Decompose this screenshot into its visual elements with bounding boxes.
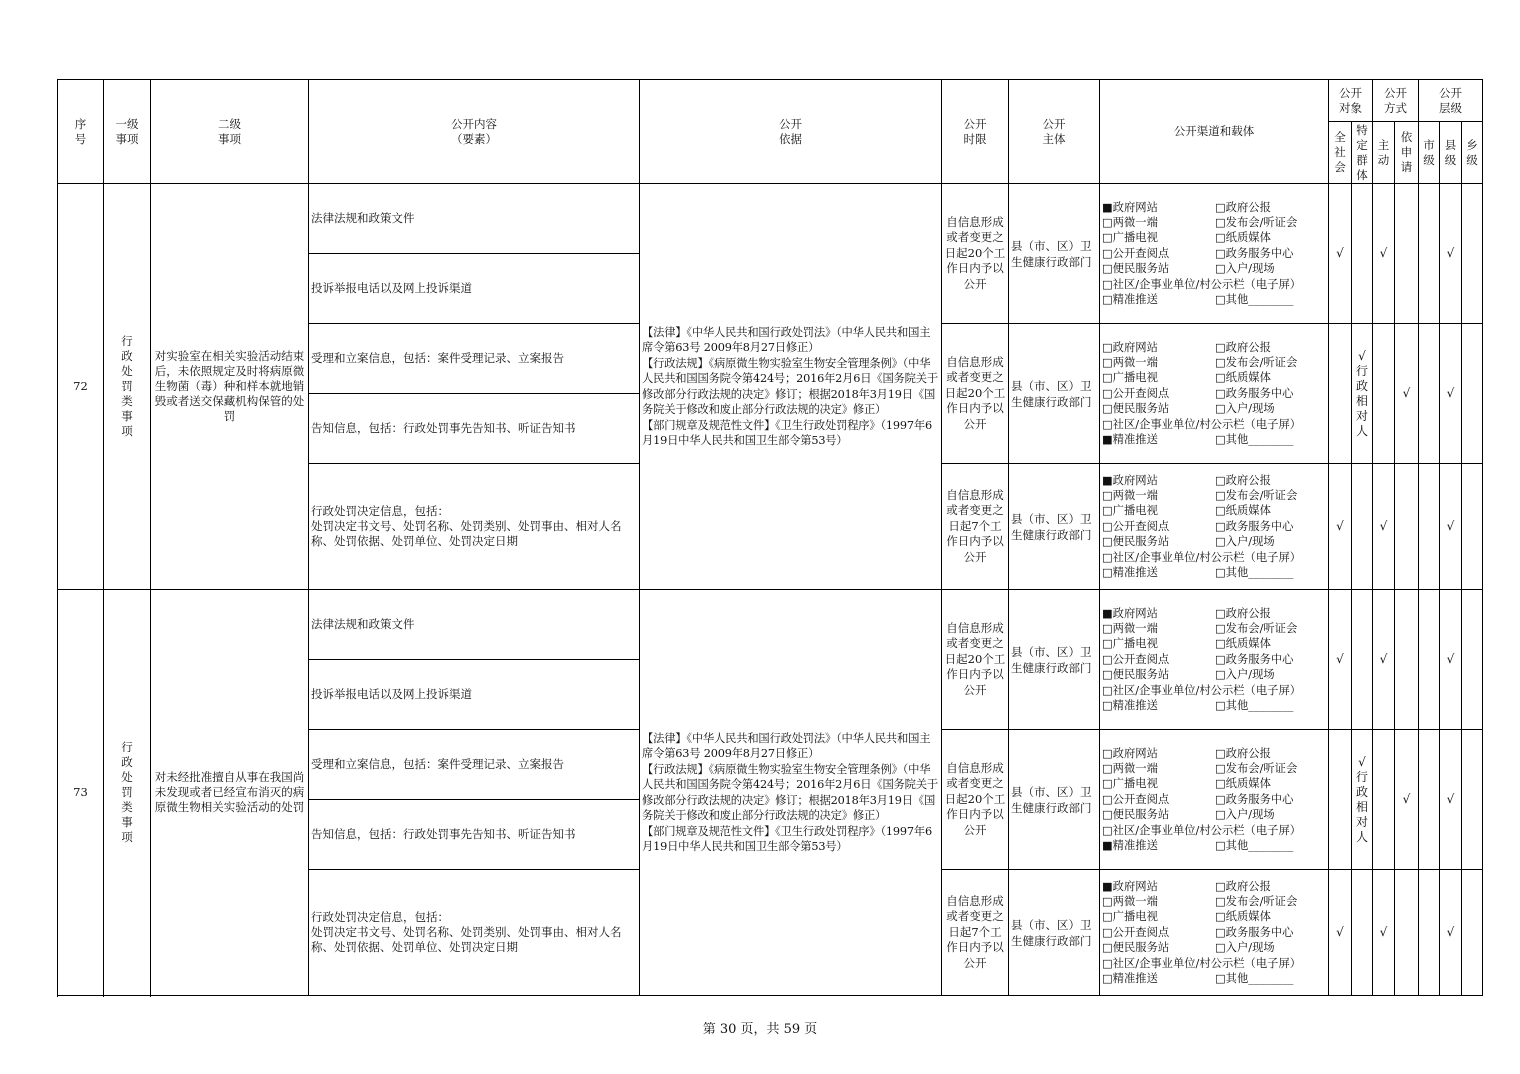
basis-regulation: 【行政法规】《病原微生物实验室生物安全管理条例》（中华人民共和国国务院令第424号；2016年2月6日《国务院关于修改部分行政法规的决定》修订；根据2018年3月19日《国务院关于修改和废止部分行政法规的决定》修正） [642,762,938,822]
channel-door: □入户/现场 [1215,402,1275,416]
method-active-mark [1373,730,1395,870]
channel-two-micro: □两微一端 [1102,355,1158,369]
item-level1: 行政处罚类事项 [104,184,151,590]
channel-paper: □纸质媒体 [1215,371,1271,385]
channel-cell [1100,870,1329,996]
method-active-mark: √ [1373,870,1395,996]
subject-cell: 县（市、区）卫生健康行政部门 [1009,464,1100,590]
channel-web: ■政府网站 [1102,879,1158,893]
tier-county-mark: √ [1440,870,1462,996]
channel-broadcast: □广播电视 [1102,504,1158,518]
channel-service-station: □便民服务站 [1102,262,1170,276]
channel-cell [1100,324,1329,464]
channel-door: □入户/现场 [1215,941,1275,955]
method-request-mark [1395,870,1419,996]
content-cell [309,464,640,590]
method-request-mark [1395,464,1419,590]
subject-cell: 县（市、区）卫生健康行政部门 [1009,184,1100,324]
channel-reading: □公开查阅点 [1102,519,1170,533]
time-cell: 自信息形成或者变更之日起7个工作日内予以公开 [942,464,1009,590]
time-cell: 自信息形成或者变更之日起20个工作日内予以公开 [942,590,1009,730]
content-cell: 告知信息，包括：行政处罚事先告知书、听证告知书 [309,394,640,464]
channel-web: ■政府网站 [1102,606,1158,620]
channel-precise: ■精准推送 [1102,433,1158,447]
channel-door: □入户/现场 [1215,535,1275,549]
header-content: 公开内容（要素） [309,80,640,184]
header-time: 公开时限 [942,80,1009,184]
method-request-mark: √ [1395,730,1419,870]
channel-broadcast: □广播电视 [1102,231,1158,245]
tier-town-mark [1462,730,1483,870]
channel-press: □发布会/听证会 [1215,894,1298,908]
channel-broadcast: □广播电视 [1102,371,1158,385]
method-active-mark: √ [1373,464,1395,590]
basis-rule: 【部门规章及规范性文件】《卫生行政处罚程序》（1997年6月19日中华人民共和国卫生部令第53号） [642,824,932,853]
tier-county-mark: √ [1440,464,1462,590]
channel-service-center: □政务服务中心 [1215,386,1294,400]
header-row-1 [58,80,1483,122]
channel-service-station: □便民服务站 [1102,535,1170,549]
item-seq: 72 [58,184,104,590]
channel-web: ■政府网站 [1102,200,1158,214]
channel-service-center: □政务服务中心 [1215,792,1294,806]
channel-cell [1100,464,1329,590]
header-method-request: 依申请 [1395,122,1419,184]
channel-precise: □精准推送 [1102,566,1158,580]
channel-other: □其他________ [1215,433,1294,447]
obj-specific-mark: √行政相对人 [1352,730,1373,870]
channel-gazette: □政府公报 [1215,200,1271,214]
obj-specific-mark [1352,590,1373,730]
channel-reading: □公开查阅点 [1102,652,1170,666]
obj-specific-mark: √行政相对人 [1352,324,1373,464]
content-cell: 受理和立案信息，包括：案件受理记录、立案报告 [309,324,640,394]
channel-broadcast: □广播电视 [1102,777,1158,791]
channel-gazette: □政府公报 [1215,746,1271,760]
channel-board: □社区/企事业单位/村公示栏（电子屏） [1102,277,1302,291]
method-request-mark [1395,184,1419,324]
channel-door: □入户/现场 [1215,262,1275,276]
tier-county-mark: √ [1440,730,1462,870]
table-row [58,590,1483,660]
channel-service-center: □政务服务中心 [1215,246,1294,260]
channel-service-center: □政务服务中心 [1215,925,1294,939]
channel-other: □其他________ [1215,699,1294,713]
tier-county-mark: √ [1440,324,1462,464]
time-cell: 自信息形成或者变更之日起20个工作日内予以公开 [942,730,1009,870]
header-tier-city: 市级 [1419,122,1440,184]
channel-web: □政府网站 [1102,340,1158,354]
channel-other: □其他________ [1215,839,1294,853]
obj-specific-mark [1352,184,1373,324]
channel-broadcast: □广播电视 [1102,910,1158,924]
channel-two-micro: □两微一端 [1102,621,1158,635]
header-obj-specific: 特定群体 [1352,122,1373,184]
time-cell: 自信息形成或者变更之日起20个工作日内予以公开 [942,324,1009,464]
content-cell: 投诉举报电话以及网上投诉渠道 [309,660,640,730]
channel-paper: □纸质媒体 [1215,910,1271,924]
tier-town-mark [1462,184,1483,324]
channel-gazette: □政府公报 [1215,340,1271,354]
content-decision-title: 行政处罚决定信息，包括： [311,910,449,924]
obj-all-mark: √ [1329,184,1352,324]
channel-gazette: □政府公报 [1215,606,1271,620]
tier-county-mark: √ [1440,590,1462,730]
channel-service-station: □便民服务站 [1102,808,1170,822]
channel-precise: □精准推送 [1102,972,1158,986]
channel-cell [1100,184,1329,324]
header-method: 公开方式 [1373,80,1419,122]
tier-city-mark [1419,184,1440,324]
channel-reading: □公开查阅点 [1102,246,1170,260]
header-level1: 一级事项 [104,80,151,184]
channel-reading: □公开查阅点 [1102,925,1170,939]
method-request-mark: √ [1395,324,1419,464]
header-level2: 二级事项 [151,80,309,184]
channel-web: □政府网站 [1102,746,1158,760]
tier-town-mark [1462,870,1483,996]
page-footer: 第 30 页，共 59 页 [702,1022,818,1037]
channel-gazette: □政府公报 [1215,473,1271,487]
channel-precise: ■精准推送 [1102,839,1158,853]
basis-regulation: 【行政法规】《病原微生物实验室生物安全管理条例》（中华人民共和国国务院令第424号；2016年2月6日《国务院关于修改部分行政法规的决定》修订；根据2018年3月19日《国务院关于修改和废止部分行政法规的决定》修正） [642,356,938,416]
tier-county-mark: √ [1440,184,1462,324]
channel-two-micro: □两微一端 [1102,488,1158,502]
channel-two-micro: □两微一端 [1102,215,1158,229]
channel-service-center: □政务服务中心 [1215,652,1294,666]
item-level1: 行政处罚类事项 [104,590,151,996]
channel-board: □社区/企事业单位/村公示栏（电子屏） [1102,823,1302,837]
header-tier-town: 乡级 [1462,122,1483,184]
content-cell [309,870,640,996]
content-cell: 受理和立案信息，包括：案件受理记录、立案报告 [309,730,640,800]
channel-door: □入户/现场 [1215,808,1275,822]
basis-cell [640,590,942,996]
time-cell: 自信息形成或者变更之日起20个工作日内予以公开 [942,184,1009,324]
content-cell: 法律法规和政策文件 [309,184,640,254]
channel-paper: □纸质媒体 [1215,504,1271,518]
basis-law: 【法律】《中华人民共和国行政处罚法》（中华人民共和国主席令第63号 2009年8月27日修正） [642,325,931,354]
header-basis: 公开依据 [640,80,942,184]
header-channel: 公开渠道和载体 [1100,80,1329,184]
header-tier-county: 县级 [1440,122,1462,184]
subject-cell: 县（市、区）卫生健康行政部门 [1009,870,1100,996]
item-level2: 对实验室在相关实验活动结束后，未依照规定及时将病原微生物菌（毒）种和样本就地销毁或者送交保藏机构保管的处罚 [151,184,309,590]
header-method-active: 主动 [1373,122,1395,184]
tier-city-mark [1419,870,1440,996]
obj-all-mark: √ [1329,870,1352,996]
item-seq: 73 [58,590,104,996]
table-row [58,184,1483,254]
channel-reading: □公开查阅点 [1102,792,1170,806]
channel-board: □社区/企事业单位/村公示栏（电子屏） [1102,550,1302,564]
channel-two-micro: □两微一端 [1102,761,1158,775]
content-cell: 法律法规和政策文件 [309,590,640,660]
content-decision-detail: 处罚决定书文号、处罚名称、处罚类别、处罚事由、相对人名称、处罚依据、处罚单位、处罚决定日期 [311,519,622,548]
header-seq: 序号 [58,80,104,184]
channel-door: □入户/现场 [1215,668,1275,682]
channel-service-station: □便民服务站 [1102,668,1170,682]
channel-reading: □公开查阅点 [1102,386,1170,400]
tier-city-mark [1419,730,1440,870]
header-subject: 公开主体 [1009,80,1100,184]
subject-cell: 县（市、区）卫生健康行政部门 [1009,730,1100,870]
channel-board: □社区/企事业单位/村公示栏（电子屏） [1102,683,1302,697]
channel-paper: □纸质媒体 [1215,637,1271,651]
content-decision-detail: 处罚决定书文号、处罚名称、处罚类别、处罚事由、相对人名称、处罚依据、处罚单位、处罚决定日期 [311,925,622,954]
header-obj-all: 全社会 [1329,122,1352,184]
channel-service-center: □政务服务中心 [1215,519,1294,533]
basis-rule: 【部门规章及规范性文件】《卫生行政处罚程序》（1997年6月19日中华人民共和国卫生部令第53号） [642,418,932,447]
obj-all-mark: √ [1329,590,1352,730]
item-level2: 对未经批准擅自从事在我国尚未发现或者已经宣布消灭的病原微生物相关实验活动的处罚 [151,590,309,996]
obj-all-mark: √ [1329,464,1352,590]
channel-paper: □纸质媒体 [1215,231,1271,245]
basis-law: 【法律】《中华人民共和国行政处罚法》（中华人民共和国主席令第63号 2009年8月27日修正） [642,731,931,760]
tier-town-mark [1462,590,1483,730]
channel-press: □发布会/听证会 [1215,355,1298,369]
channel-gazette: □政府公报 [1215,879,1271,893]
tier-town-mark [1462,464,1483,590]
channel-press: □发布会/听证会 [1215,621,1298,635]
channel-paper: □纸质媒体 [1215,777,1271,791]
channel-precise: □精准推送 [1102,293,1158,307]
obj-specific-mark [1352,870,1373,996]
subject-cell: 县（市、区）卫生健康行政部门 [1009,590,1100,730]
channel-press: □发布会/听证会 [1215,215,1298,229]
channel-other: □其他________ [1215,972,1294,986]
obj-all-mark [1329,730,1352,870]
channel-other: □其他________ [1215,566,1294,580]
obj-all-mark [1329,324,1352,464]
channel-cell [1100,730,1329,870]
method-active-mark: √ [1373,184,1395,324]
tier-town-mark [1462,324,1483,464]
obj-specific-mark [1352,464,1373,590]
channel-press: □发布会/听证会 [1215,761,1298,775]
header-tier: 公开层级 [1419,80,1483,122]
content-cell: 投诉举报电话以及网上投诉渠道 [309,254,640,324]
disclosure-table [57,79,1483,996]
basis-cell [640,184,942,590]
channel-service-station: □便民服务站 [1102,941,1170,955]
channel-press: □发布会/听证会 [1215,488,1298,502]
content-decision-title: 行政处罚决定信息，包括： [311,504,449,518]
tier-city-mark [1419,324,1440,464]
tier-city-mark [1419,590,1440,730]
channel-precise: □精准推送 [1102,699,1158,713]
subject-cell: 县（市、区）卫生健康行政部门 [1009,324,1100,464]
channel-two-micro: □两微一端 [1102,894,1158,908]
channel-cell [1100,590,1329,730]
channel-web: ■政府网站 [1102,473,1158,487]
method-active-mark: √ [1373,590,1395,730]
channel-board: □社区/企事业单位/村公示栏（电子屏） [1102,956,1302,970]
channel-broadcast: □广播电视 [1102,637,1158,651]
tier-city-mark [1419,464,1440,590]
method-request-mark [1395,590,1419,730]
header-object: 公开对象 [1329,80,1373,122]
method-active-mark [1373,324,1395,464]
time-cell: 自信息形成或者变更之日起7个工作日内予以公开 [942,870,1009,996]
channel-other: □其他________ [1215,293,1294,307]
content-cell: 告知信息，包括：行政处罚事先告知书、听证告知书 [309,800,640,870]
channel-service-station: □便民服务站 [1102,402,1170,416]
channel-board: □社区/企事业单位/村公示栏（电子屏） [1102,417,1302,431]
